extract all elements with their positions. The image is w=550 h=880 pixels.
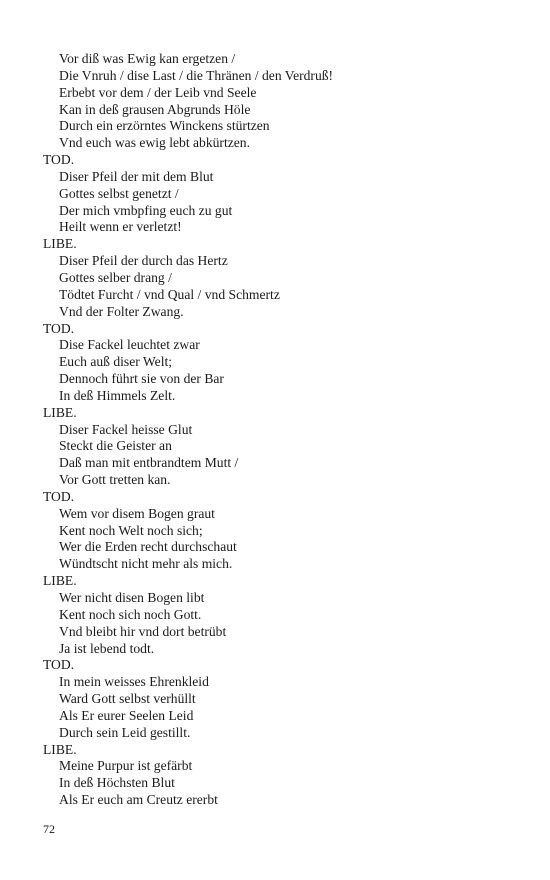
verse-line: Euch auß diser Welt; — [59, 354, 173, 370]
verse-line: Wem vor disem Bogen graut — [59, 505, 215, 521]
speaker-name: LIBE. — [43, 573, 77, 589]
verse-line: Ward Gott selbst verhüllt — [59, 691, 196, 707]
verse-line: Vnd der Folter Zwang. — [59, 303, 184, 319]
verse-line: Kent noch Welt noch sich; — [59, 522, 203, 538]
verse-line: Die Vnruh / dise Last / die Thränen / den Verdruß! — [59, 67, 334, 83]
verse-line: In deß Himmels Zelt. — [59, 387, 176, 403]
verse-line: Als Er euch am Creutz ererbt — [59, 792, 218, 808]
verse-line: In mein weisses Ehrenkleid — [59, 674, 209, 690]
verse-line: Dise Fackel leuchtet zwar — [59, 337, 200, 353]
verse-line: Vnd euch was ewig lebt abkürtzen. — [59, 135, 251, 151]
verse-line: Gottes selbst genetzt / — [59, 185, 179, 201]
verse-line: Kan in deß grausen Abgrunds Höle — [59, 101, 251, 117]
verse-line: Kent noch sich noch Gott. — [59, 606, 202, 622]
verse-line: Wündtscht nicht mehr als mich. — [59, 556, 233, 572]
poem-text — [43, 51, 523, 809]
verse-line: Durch ein erzörntes Winckens stürtzen — [59, 118, 270, 134]
verse-line: Als Er eurer Seelen Leid — [59, 707, 194, 723]
verse-line: Wer nicht disen Bogen libt — [59, 590, 205, 605]
speaker-name: TOD. — [43, 152, 75, 168]
verse-line: Diser Fackel heisse Glut — [59, 421, 193, 437]
verse-line: Wer die Erden recht durchschaut — [59, 539, 237, 555]
speaker-name: LIBE. — [43, 741, 77, 757]
verse-line: Diser Pfeil der durch das Hertz — [59, 253, 228, 269]
speaker-name: LIBE. — [43, 404, 77, 420]
verse-line: In deß Höchsten Blut — [59, 775, 175, 791]
speaker-name: TOD. — [43, 320, 75, 336]
verse-line: Daß man mit entbrandtem Mutt / — [59, 455, 239, 471]
verse-line: Vor Gott tretten kan. — [59, 472, 171, 488]
verse-line: Diser Pfeil der mit dem Blut — [59, 168, 214, 184]
speaker-name: LIBE. — [43, 236, 77, 252]
verse-line: Durch sein Leid gestillt. — [59, 724, 191, 740]
verse-line: Erbebt vor dem / der Leib vnd Seele — [59, 84, 257, 100]
verse-line: Steckt die Geister an — [59, 438, 172, 454]
verse-line: Vor diß was Ewig kan ergetzen / — [59, 51, 236, 66]
verse-line: Vnd bleibt hir vnd dort betrübt — [59, 623, 227, 639]
page-number: 72 — [43, 822, 55, 836]
speaker-name: TOD. — [43, 488, 75, 504]
verse-line: Dennoch führt sie von der Bar — [59, 371, 224, 387]
verse-line: Gottes selber drang / — [59, 269, 172, 285]
verse-line: Meine Purpur ist gefärbt — [59, 758, 193, 774]
verse-line: Ja ist lebend todt. — [59, 640, 155, 656]
verse-line: Heilt wenn er verletzt! — [59, 219, 182, 235]
speaker-name: TOD. — [43, 657, 75, 673]
verse-line: Der mich vmbpfing euch zu gut — [59, 202, 233, 218]
verse-line: Tödtet Furcht / vnd Qual / vnd Schmertz — [59, 286, 280, 302]
